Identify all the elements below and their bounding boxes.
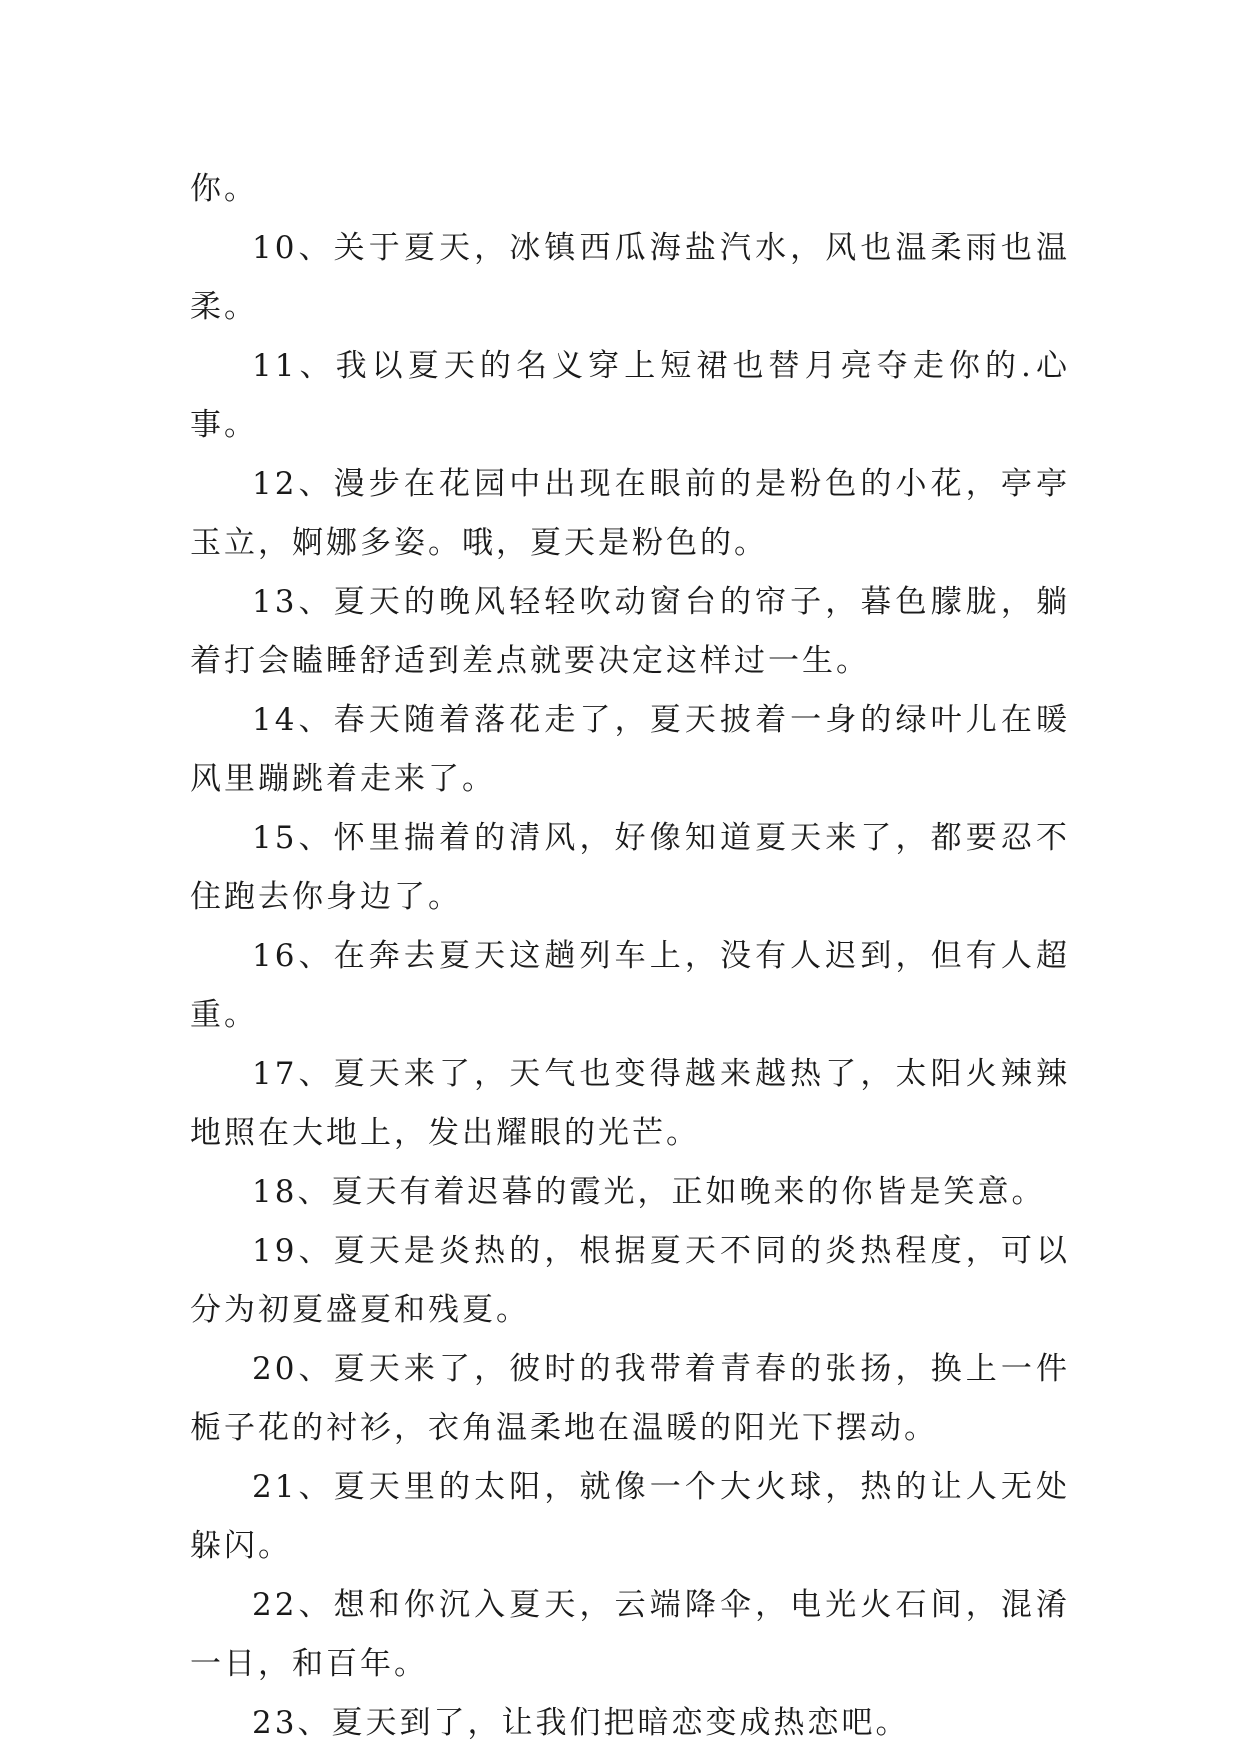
paragraph: 18、夏天有着迟暮的霞光，正如晚来的你皆是笑意。 bbox=[252, 1174, 1046, 1210]
paragraph: 22、想和你沉入夏天，云端降伞，电光火石间，混淆一日，和百年。 bbox=[190, 1587, 1070, 1682]
paragraph: 16、在奔去夏天这趟列车上，没有人迟到，但有人超重。 bbox=[190, 938, 1070, 1033]
paragraph: 12、漫步在花园中出现在眼前的是粉色的小花，亭亭玉立，婀娜多姿。哦，夏天是粉色的。 bbox=[190, 466, 1070, 561]
paragraph: 21、夏天里的太阳，就像一个大火球，热的让人无处躲闪。 bbox=[190, 1469, 1070, 1564]
paragraph: 11、我以夏天的名义穿上短裙也替月亮夺走你的.心事。 bbox=[190, 348, 1070, 443]
paragraph: 13、夏天的晚风轻轻吹动窗台的帘子，暮色朦胧，躺着打会瞌睡舒适到差点就要决定这样过一生。 bbox=[190, 584, 1070, 679]
paragraph: 10、关于夏天，冰镇西瓜海盐汽水，风也温柔雨也温柔。 bbox=[190, 230, 1070, 325]
paragraph: 23、夏天到了，让我们把暗恋变成热恋吧。 bbox=[252, 1705, 910, 1741]
paragraph: 15、怀里揣着的清风，好像知道夏天来了，都要忍不住跑去你身边了。 bbox=[190, 820, 1070, 915]
paragraph: 你。 bbox=[190, 171, 258, 207]
paragraph: 17、夏天来了，天气也变得越来越热了，太阳火辣辣地照在大地上，发出耀眼的光芒。 bbox=[190, 1056, 1070, 1151]
paragraph: 19、夏天是炎热的，根据夏天不同的炎热程度，可以分为初夏盛夏和残夏。 bbox=[190, 1233, 1070, 1328]
paragraph: 14、春天随着落花走了，夏天披着一身的绿叶儿在暖风里蹦跳着走来了。 bbox=[190, 702, 1070, 797]
paragraph: 20、夏天来了，彼时的我带着青春的张扬，换上一件栀子花的衬衫，衣角温柔地在温暖的阳光下摆动。 bbox=[190, 1351, 1070, 1446]
document-body bbox=[190, 160, 1070, 1753]
